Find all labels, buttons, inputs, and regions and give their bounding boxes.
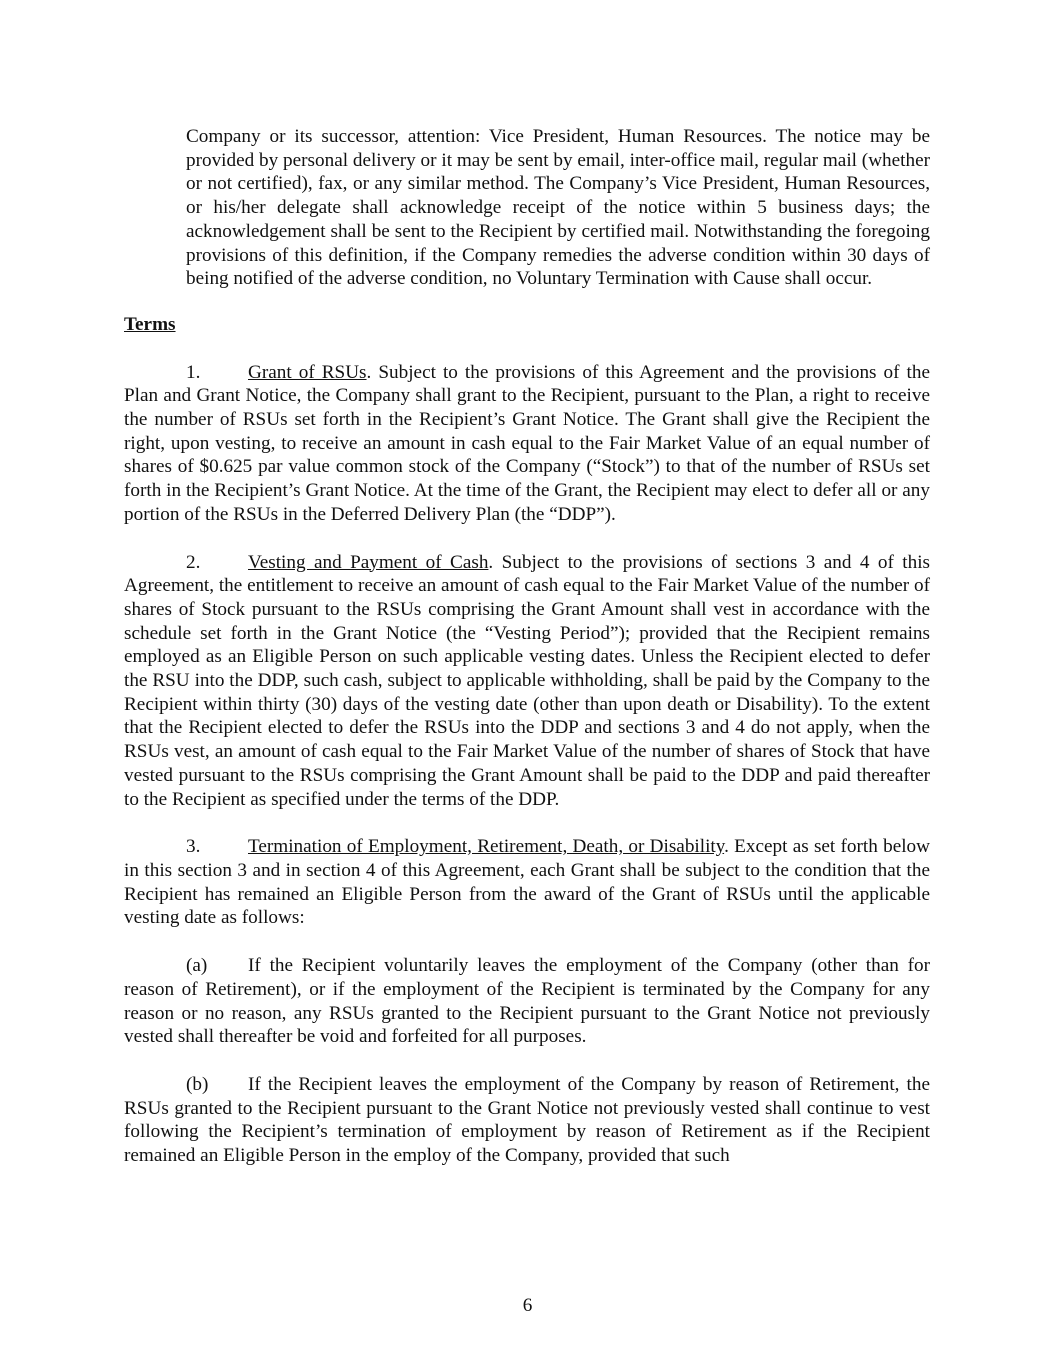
- section-number: 2.: [186, 551, 201, 573]
- section-3: [124, 835, 930, 930]
- section-2: [124, 551, 930, 812]
- subsection-text: If the Recipient voluntarily leaves the employment of the Company (other than for reason of Retirement), or if the employment of the Recipient is terminated by the Company for any reason or no reason, any RSUs granted to the Recipient pursuant to the Grant Notice not previously vested shall thereafter be void and forfeited for all purposes.: [124, 955, 930, 1048]
- document-page: [124, 125, 930, 1168]
- section-body: . Subject to the provisions of this Agreement and the provisions of the Plan and Grant Notice, the Company shall grant to the Recipient, pursuant to the Plan, a right to receive the number of RSUs set forth in the Recipient’s Grant Notice. The Grant shall give the Recipient the right, upon vesting, to receive an amount in cash equal to the Fair Market Value of an equal number of shares of $0.625 par value common stock of the Company (“Stock”) to that of the number of RSUs set forth in the Recipient’s Grant Notice. At the time of the Grant, the Recipient may elect to defer all or any portion of the RSUs in the Deferred Delivery Plan (the “DDP”).: [124, 361, 930, 525]
- section-body: . Subject to the provisions of sections 3 and 4 of this Agreement, the entitlement to receive an amount of cash equal to the Fair Market Value of the number of shares of Stock pursuant to the RSUs comprising the Grant Amount shall vest in accordance with the schedule set forth in the Grant Notice (the “Vesting Period”); provided that the Recipient remains employed as an Eligible Person on such applicable vesting dates. Unless the Recipient elected to defer the RSU into the DDP, such cash, subject to applicable withholding, shall be paid by the Company to the Recipient within thirty (30) days of the vesting date (other than upon death or Disability). To the extent that the Recipient elected to defer the RSUs into the DDP and sections 3 and 4 do not apply, when the RSUs vest, an amount of cash equal to the Fair Market Value of the number of shares of Stock that have vested pursuant to the RSUs comprising the Grant Amount shall be paid to the DDP and paid thereafter to the Recipient as specified under the terms of the DDP.: [124, 551, 930, 810]
- section-title: Vesting and Payment of Cash: [248, 551, 489, 573]
- section-title: Termination of Employment, Retirement, Death, or Disability: [248, 836, 725, 858]
- page-number: 6: [522, 1295, 533, 1316]
- subsection-label: (a): [186, 955, 208, 977]
- section-1: [124, 361, 930, 527]
- intro-paragraph: Company or its successor, attention: Vice President, Human Resources. The notice may be provided by personal delivery or it may be sent by email, inter-office mail, regular mail (whether or not certified), fax, or any similar method. The Company’s Vice President, Human Resources, or his/her delegate shall acknowledge receipt of the notice within 5 business days; the acknowledgement shall be sent to the Recipient by certified mail. Notwithstanding the foregoing provisions of this definition, if the Company remedies the adverse condition within 30 days of being notified of the adverse condition, no Voluntary Termination with Cause shall occur.: [186, 126, 930, 290]
- section-title: Grant of RSUs: [248, 361, 367, 383]
- section-number: 3.: [186, 836, 201, 858]
- section-number: 1.: [186, 361, 201, 383]
- section-body: . Except as set forth below in this section 3 and in section 4 of this Agreement, each Grant shall be subject to the condition that the Recipient has remained an Eligible Person from the award of the Grant of RSUs until the applicable vesting date as follows:: [124, 836, 930, 929]
- subsection-b: [124, 1073, 930, 1168]
- subsection-label: (b): [186, 1073, 209, 1095]
- subsection-a: [124, 954, 930, 1049]
- subsection-text: If the Recipient leaves the employment of the Company by reason of Retirement, the RSUs granted to the Recipient pursuant to the Grant Notice not previously vested shall continue to vest following the Recipient’s termination of employment by reason of Retirement as if the Recipient remained an Eligible Person in the employ of the Company, provided that such: [124, 1073, 930, 1167]
- terms-heading: Terms: [124, 313, 176, 335]
